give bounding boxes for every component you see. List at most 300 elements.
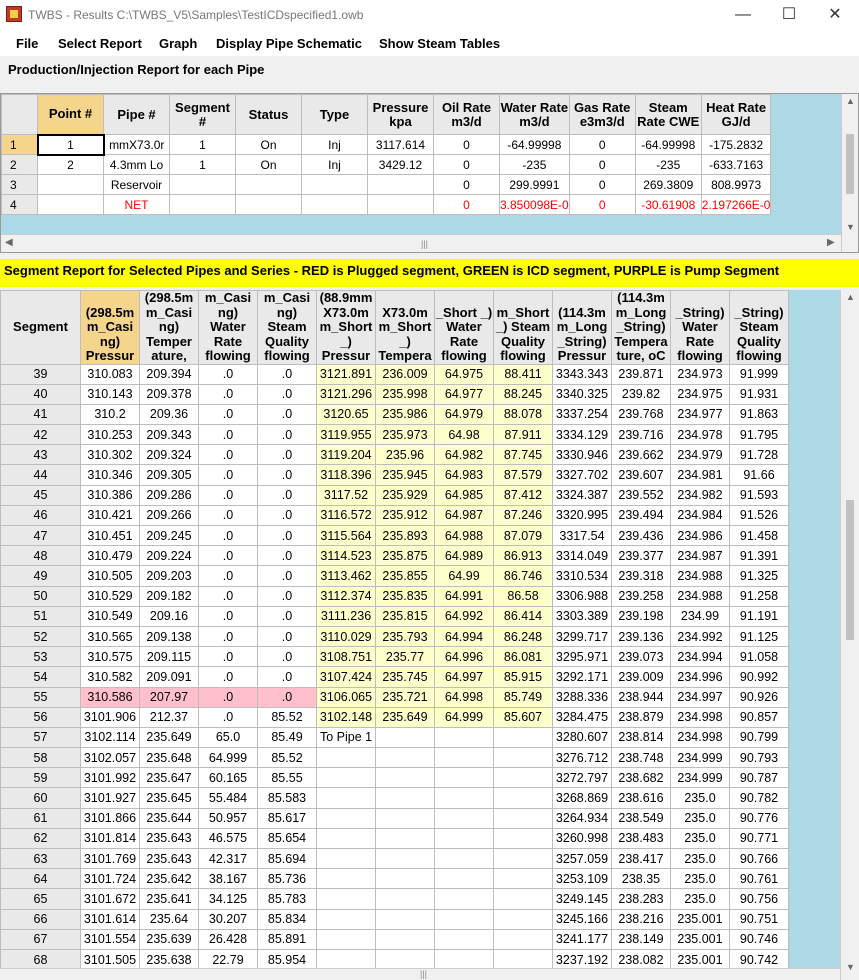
segment-table-cell[interactable]: 238.417	[612, 849, 671, 869]
segment-row-header[interactable]: 41	[1, 404, 81, 424]
segment-table-cell[interactable]: 91.125	[730, 626, 789, 646]
segment-table-cell[interactable]: 90.761	[730, 869, 789, 889]
segment-row-header[interactable]: 62	[1, 828, 81, 848]
segment-table-cell[interactable]: 91.058	[730, 647, 789, 667]
pipe-table-cell[interactable]: -633.7163	[701, 155, 771, 175]
segment-table-cell[interactable]: 234.975	[671, 384, 730, 404]
pipe-table-row[interactable]	[2, 155, 771, 175]
segment-table-cell[interactable]	[435, 727, 494, 747]
segment-table-cell[interactable]: 235.998	[376, 384, 435, 404]
pipe-table-cell[interactable]: -30.61908	[635, 195, 701, 215]
segment-table-cell[interactable]: 234.979	[671, 445, 730, 465]
segment-table-cell[interactable]: 235.945	[376, 465, 435, 485]
segment-table-cell[interactable]: 90.857	[730, 707, 789, 727]
segment-table-cell[interactable]: 3101.505	[81, 949, 140, 969]
segment-table-cell[interactable]: 88.245	[494, 384, 553, 404]
pipe-table-cell[interactable]: 0	[434, 195, 500, 215]
segment-table-cell[interactable]: 310.083	[81, 364, 140, 384]
segment-table-cell[interactable]: 38.167	[199, 869, 258, 889]
segment-table-cell[interactable]: 234.997	[671, 687, 730, 707]
segment-table-row[interactable]	[1, 465, 789, 485]
segment-table-cell[interactable]: 310.2	[81, 404, 140, 424]
segment-table-cell[interactable]: 88.078	[494, 404, 553, 424]
segment-table-cell[interactable]: 3306.988	[553, 586, 612, 606]
pipe-table-cell[interactable]	[170, 175, 236, 195]
pipe-table-row[interactable]	[2, 135, 771, 155]
segment-row-header[interactable]: 50	[1, 586, 81, 606]
menu-select-report[interactable]: Select Report	[58, 36, 142, 51]
pipe-col-header[interactable]: Water Rate m3/d	[500, 95, 570, 135]
pipe-table-cell[interactable]	[236, 175, 302, 195]
pipe-table-cell[interactable]: 0	[569, 155, 635, 175]
segment-table-row[interactable]	[1, 384, 789, 404]
segment-table-cell[interactable]: 234.988	[671, 566, 730, 586]
segment-table-cell[interactable]: 86.081	[494, 647, 553, 667]
segment-table-cell[interactable]: 3121.296	[317, 384, 376, 404]
segment-table-cell[interactable]: To Pipe 1	[317, 727, 376, 747]
segment-table-cell[interactable]: 239.436	[612, 526, 671, 546]
segment-col-header[interactable]: (298.5m m_Casi ng) Pressur	[81, 291, 140, 365]
segment-table-cell[interactable]: 3303.389	[553, 606, 612, 626]
segment-table-cell[interactable]: .0	[258, 667, 317, 687]
segment-table-cell[interactable]: 3249.145	[553, 889, 612, 909]
segment-table-cell[interactable]: 236.009	[376, 364, 435, 384]
segment-table-cell[interactable]: 234.999	[671, 748, 730, 768]
segment-table-cell[interactable]	[376, 869, 435, 889]
segment-table-cell[interactable]: 64.985	[435, 485, 494, 505]
segment-table-cell[interactable]: 234.977	[671, 404, 730, 424]
segment-row-header[interactable]: 47	[1, 526, 81, 546]
segment-table-cell[interactable]: 64.99	[435, 566, 494, 586]
segment-table-cell[interactable]: 3120.65	[317, 404, 376, 424]
segment-table-cell[interactable]: 64.996	[435, 647, 494, 667]
segment-table-row[interactable]	[1, 586, 789, 606]
pipe-col-header[interactable]: Point #	[38, 95, 104, 135]
segment-table-cell[interactable]: 209.266	[140, 505, 199, 525]
segment-col-header[interactable]: _String) Steam Quality flowing	[730, 291, 789, 365]
segment-table-cell[interactable]: 55.484	[199, 788, 258, 808]
segment-table-cell[interactable]	[376, 909, 435, 929]
segment-table-row[interactable]	[1, 546, 789, 566]
segment-table-row[interactable]	[1, 647, 789, 667]
segment-table-cell[interactable]: 64.98	[435, 425, 494, 445]
segment-table-cell[interactable]: 235.912	[376, 505, 435, 525]
segment-table-cell[interactable]: 239.871	[612, 364, 671, 384]
segment-table-row[interactable]	[1, 606, 789, 626]
pipe-table-row[interactable]	[2, 175, 771, 195]
segment-table-cell[interactable]: 239.136	[612, 626, 671, 646]
segment-table-cell[interactable]: 209.182	[140, 586, 199, 606]
segment-table-cell[interactable]	[376, 727, 435, 747]
segment-table-cell[interactable]: 3324.387	[553, 485, 612, 505]
pipe-table-cell[interactable]	[170, 195, 236, 215]
segment-table-cell[interactable]: 239.552	[612, 485, 671, 505]
segment-table-cell[interactable]	[376, 768, 435, 788]
pipe-table-cell[interactable]	[38, 175, 104, 195]
segment-table-cell[interactable]: 238.082	[612, 949, 671, 969]
segment-table-cell[interactable]: .0	[199, 505, 258, 525]
pipe-table-cell[interactable]: 3117.614	[368, 135, 434, 155]
segment-table-cell[interactable]: 209.245	[140, 526, 199, 546]
segment-table-cell[interactable]: 235.0	[671, 849, 730, 869]
segment-table-cell[interactable]: 207.97	[140, 687, 199, 707]
segment-table-cell[interactable]: 91.391	[730, 546, 789, 566]
segment-row-header[interactable]: 45	[1, 485, 81, 505]
pipe-grid-hscrollbar[interactable]: ◀ ▶ |||	[1, 234, 841, 252]
segment-table-cell[interactable]	[376, 949, 435, 969]
segment-table-cell[interactable]: .0	[258, 546, 317, 566]
segment-table-cell[interactable]: 235.815	[376, 606, 435, 626]
segment-table-cell[interactable]: 91.66	[730, 465, 789, 485]
segment-table-cell[interactable]	[494, 889, 553, 909]
segment-table-cell[interactable]: 235.643	[140, 828, 199, 848]
segment-row-header[interactable]: 60	[1, 788, 81, 808]
segment-table-cell[interactable]: 22.79	[199, 949, 258, 969]
segment-col-header[interactable]: (88.9mm X73.0m m_Short _) Pressur	[317, 291, 376, 365]
pipe-col-header[interactable]: Pressure kpa	[368, 95, 434, 135]
segment-table-cell[interactable]: .0	[258, 626, 317, 646]
segment-col-header[interactable]: _Short _) Water Rate flowing	[435, 291, 494, 365]
segment-row-header[interactable]: 63	[1, 849, 81, 869]
segment-table-cell[interactable]: 235.986	[376, 404, 435, 424]
pipe-table-row[interactable]	[2, 195, 771, 215]
segment-table-cell[interactable]: 85.607	[494, 707, 553, 727]
segment-table-row[interactable]	[1, 929, 789, 949]
pipe-table-cell[interactable]: 4.3mm Lo	[104, 155, 170, 175]
segment-row-header[interactable]: 49	[1, 566, 81, 586]
segment-col-header[interactable]: m_Short _) Steam Quality flowing	[494, 291, 553, 365]
segment-row-header[interactable]: 61	[1, 808, 81, 828]
close-button[interactable]: ✕	[828, 6, 842, 23]
pipe-table-cell[interactable]	[368, 195, 434, 215]
segment-table-cell[interactable]: 64.988	[435, 526, 494, 546]
pipe-table-cell[interactable]: -64.99998	[500, 135, 570, 155]
segment-table-cell[interactable]: 235.639	[140, 929, 199, 949]
segment-table-cell[interactable]: 209.091	[140, 667, 199, 687]
segment-col-header[interactable]: (298.5m m_Casi ng) Temper ature,	[140, 291, 199, 365]
segment-table-cell[interactable]: 239.198	[612, 606, 671, 626]
segment-table-cell[interactable]: 235.745	[376, 667, 435, 687]
segment-table-cell[interactable]: 235.645	[140, 788, 199, 808]
segment-table-cell[interactable]: .0	[258, 606, 317, 626]
segment-table-cell[interactable]	[494, 828, 553, 848]
segment-table-cell[interactable]: 85.694	[258, 849, 317, 869]
segment-table-cell[interactable]: 90.746	[730, 929, 789, 949]
segment-table-cell[interactable]: 3320.995	[553, 505, 612, 525]
segment-table-cell[interactable]: 3101.614	[81, 909, 140, 929]
segment-table-cell[interactable]: 85.654	[258, 828, 317, 848]
segment-table-cell[interactable]: 85.49	[258, 727, 317, 747]
minimize-button[interactable]: —	[735, 6, 751, 23]
segment-row-header[interactable]: 57	[1, 727, 81, 747]
segment-table-cell[interactable]	[494, 748, 553, 768]
segment-table-cell[interactable]: 91.795	[730, 425, 789, 445]
segment-table-cell[interactable]: .0	[258, 687, 317, 707]
segment-table-cell[interactable]: 3343.343	[553, 364, 612, 384]
pipe-grid-vscrollbar[interactable]: ▲ ▼	[841, 94, 858, 252]
segment-table-cell[interactable]: 209.115	[140, 647, 199, 667]
segment-table-cell[interactable]: 235.893	[376, 526, 435, 546]
segment-table-cell[interactable]	[376, 788, 435, 808]
segment-table-cell[interactable]: 86.746	[494, 566, 553, 586]
segment-table-cell[interactable]: 91.593	[730, 485, 789, 505]
segment-table-cell[interactable]: .0	[258, 647, 317, 667]
segment-row-header[interactable]: 48	[1, 546, 81, 566]
segment-table-cell[interactable]: 3245.166	[553, 909, 612, 929]
segment-table-cell[interactable]: 3288.336	[553, 687, 612, 707]
segment-table-cell[interactable]: 3101.554	[81, 929, 140, 949]
pipe-col-header[interactable]: Type	[302, 95, 368, 135]
segment-table-cell[interactable]: 3340.325	[553, 384, 612, 404]
segment-table-cell[interactable]: .0	[258, 445, 317, 465]
segment-row-header[interactable]: 42	[1, 425, 81, 445]
segment-table-cell[interactable]: 235.835	[376, 586, 435, 606]
segment-table-cell[interactable]: 235.638	[140, 949, 199, 969]
pipe-col-header[interactable]: Segment #	[170, 95, 236, 135]
segment-table-cell[interactable]: 64.999	[199, 748, 258, 768]
segment-table-cell[interactable]: 234.981	[671, 465, 730, 485]
segment-table-cell[interactable]: 85.891	[258, 929, 317, 949]
segment-col-header[interactable]: (114.3m m_Long _String) Tempera ture, oC	[612, 291, 671, 365]
segment-table-cell[interactable]	[317, 909, 376, 929]
segment-row-header[interactable]: 59	[1, 768, 81, 788]
segment-table-row[interactable]	[1, 909, 789, 929]
pipe-table-cell[interactable]: 1	[170, 135, 236, 155]
menu-show-steam-tables[interactable]: Show Steam Tables	[379, 36, 501, 51]
segment-table-cell[interactable]	[435, 849, 494, 869]
segment-table-cell[interactable]: 239.494	[612, 505, 671, 525]
segment-table-cell[interactable]: 235.648	[140, 748, 199, 768]
segment-table-cell[interactable]: 64.983	[435, 465, 494, 485]
row-header[interactable]: 1	[2, 135, 38, 155]
segment-table-cell[interactable]	[317, 929, 376, 949]
segment-table-cell[interactable]: 235.649	[376, 707, 435, 727]
segment-table-cell[interactable]: 3327.702	[553, 465, 612, 485]
segment-table-cell[interactable]: 209.138	[140, 626, 199, 646]
segment-table-cell[interactable]: 234.973	[671, 364, 730, 384]
segment-table-cell[interactable]: .0	[199, 647, 258, 667]
pipe-table-cell[interactable]: 3429.12	[368, 155, 434, 175]
pipe-table-cell[interactable]: 2.197266E-0	[701, 195, 771, 215]
segment-table-cell[interactable]	[376, 889, 435, 909]
segment-table-cell[interactable]: 235.644	[140, 808, 199, 828]
segment-table-cell[interactable]: 64.997	[435, 667, 494, 687]
segment-table-cell[interactable]: 209.16	[140, 606, 199, 626]
segment-table-cell[interactable]: 3253.109	[553, 869, 612, 889]
segment-table-cell[interactable]: 310.565	[81, 626, 140, 646]
segment-table-row[interactable]	[1, 445, 789, 465]
segment-table-cell[interactable]: 3284.475	[553, 707, 612, 727]
segment-table-cell[interactable]: 46.575	[199, 828, 258, 848]
segment-table-cell[interactable]: 3114.523	[317, 546, 376, 566]
segment-table-cell[interactable]	[435, 768, 494, 788]
segment-table-cell[interactable]	[435, 889, 494, 909]
segment-table-cell[interactable]: 26.428	[199, 929, 258, 949]
pipe-table-cell[interactable]: -175.2832	[701, 135, 771, 155]
segment-table-cell[interactable]: 64.994	[435, 626, 494, 646]
segment-table-cell[interactable]: 239.716	[612, 425, 671, 445]
segment-table-cell[interactable]	[376, 828, 435, 848]
segment-table-cell[interactable]	[435, 929, 494, 949]
segment-table-cell[interactable]: 235.721	[376, 687, 435, 707]
pipe-table-cell[interactable]: -64.99998	[635, 135, 701, 155]
segment-row-header[interactable]: 44	[1, 465, 81, 485]
segment-table-cell[interactable]	[376, 849, 435, 869]
segment-table-cell[interactable]	[494, 949, 553, 969]
segment-table-cell[interactable]: 3295.971	[553, 647, 612, 667]
pipe-table-cell[interactable]: 0	[434, 155, 500, 175]
segment-table-row[interactable]	[1, 889, 789, 909]
segment-row-header[interactable]: 54	[1, 667, 81, 687]
segment-table-cell[interactable]: 3113.462	[317, 566, 376, 586]
segment-table-cell[interactable]: 64.999	[435, 707, 494, 727]
segment-row-header[interactable]: 51	[1, 606, 81, 626]
segment-table-cell[interactable]: 209.203	[140, 566, 199, 586]
segment-table-cell[interactable]: 235.001	[671, 949, 730, 969]
segment-table-cell[interactable]: 3260.998	[553, 828, 612, 848]
segment-table-row[interactable]	[1, 788, 789, 808]
pipe-table-cell[interactable]: 1	[38, 135, 104, 155]
segment-table-cell[interactable]: 42.317	[199, 849, 258, 869]
segment-table-row[interactable]	[1, 748, 789, 768]
segment-table-row[interactable]	[1, 808, 789, 828]
segment-table-cell[interactable]: 91.258	[730, 586, 789, 606]
segment-col-header[interactable]: Segment	[1, 291, 81, 365]
segment-table-cell[interactable]: 235.64	[140, 909, 199, 929]
segment-table-cell[interactable]: 239.073	[612, 647, 671, 667]
segment-table-cell[interactable]: 310.582	[81, 667, 140, 687]
segment-table-cell[interactable]: 3102.057	[81, 748, 140, 768]
segment-table-row[interactable]	[1, 849, 789, 869]
segment-table-cell[interactable]: .0	[199, 566, 258, 586]
segment-row-header[interactable]: 52	[1, 626, 81, 646]
segment-table-cell[interactable]: 3337.254	[553, 404, 612, 424]
segment-table-cell[interactable]: 235.647	[140, 768, 199, 788]
segment-row-header[interactable]: 65	[1, 889, 81, 909]
pipe-col-header[interactable]: Steam Rate CWE	[635, 95, 701, 135]
segment-table-cell[interactable]: 87.911	[494, 425, 553, 445]
segment-table-row[interactable]	[1, 404, 789, 424]
segment-table-row[interactable]	[1, 566, 789, 586]
segment-row-header[interactable]: 43	[1, 445, 81, 465]
segment-row-header[interactable]: 39	[1, 364, 81, 384]
segment-table-cell[interactable]: 3101.866	[81, 808, 140, 828]
segment-table-cell[interactable]: 90.751	[730, 909, 789, 929]
segment-table-cell[interactable]: 90.782	[730, 788, 789, 808]
segment-row-header[interactable]: 53	[1, 647, 81, 667]
segment-table-cell[interactable]: 239.768	[612, 404, 671, 424]
segment-table-cell[interactable]: 3299.717	[553, 626, 612, 646]
segment-row-header[interactable]: 40	[1, 384, 81, 404]
segment-row-header[interactable]: 55	[1, 687, 81, 707]
segment-table-cell[interactable]: 238.879	[612, 707, 671, 727]
segment-table-cell[interactable]: 235.641	[140, 889, 199, 909]
segment-table-cell[interactable]: .0	[258, 505, 317, 525]
segment-table-cell[interactable]: .0	[199, 667, 258, 687]
segment-table-cell[interactable]: 85.954	[258, 949, 317, 969]
segment-table-cell[interactable]	[376, 929, 435, 949]
segment-table-cell[interactable]: 86.58	[494, 586, 553, 606]
segment-table-row[interactable]	[1, 869, 789, 889]
segment-table-cell[interactable]: 3101.992	[81, 768, 140, 788]
pipe-table-cell[interactable]: mmX73.0r	[104, 135, 170, 155]
segment-table-cell[interactable]	[317, 828, 376, 848]
pipe-col-header[interactable]: Heat Rate GJ/d	[701, 95, 771, 135]
segment-table-cell[interactable]: 64.989	[435, 546, 494, 566]
segment-table-cell[interactable]: 234.999	[671, 768, 730, 788]
segment-table-cell[interactable]: 86.913	[494, 546, 553, 566]
segment-table-cell[interactable]	[435, 949, 494, 969]
segment-col-header[interactable]: _String) Water Rate flowing	[671, 291, 730, 365]
segment-table-cell[interactable]: 90.776	[730, 808, 789, 828]
segment-table-cell[interactable]: 234.982	[671, 485, 730, 505]
segment-table-cell[interactable]: 209.343	[140, 425, 199, 445]
segment-table-cell[interactable]: 3264.934	[553, 808, 612, 828]
segment-table-cell[interactable]: 85.617	[258, 808, 317, 828]
segment-table-cell[interactable]: 3272.797	[553, 768, 612, 788]
segment-table-cell[interactable]: .0	[258, 465, 317, 485]
segment-table-cell[interactable]: 85.749	[494, 687, 553, 707]
segment-table-cell[interactable]: 238.216	[612, 909, 671, 929]
pipe-table-cell[interactable]	[302, 195, 368, 215]
segment-table-cell[interactable]: 85.583	[258, 788, 317, 808]
pipe-col-header[interactable]: Gas Rate e3m3/d	[569, 95, 635, 135]
segment-table-cell[interactable]: 239.662	[612, 445, 671, 465]
segment-row-header[interactable]: 66	[1, 909, 81, 929]
segment-table-cell[interactable]: 3101.906	[81, 707, 140, 727]
segment-table-cell[interactable]: 91.325	[730, 566, 789, 586]
segment-table-row[interactable]	[1, 364, 789, 384]
segment-table-row[interactable]	[1, 828, 789, 848]
segment-table-cell[interactable]: 90.766	[730, 849, 789, 869]
pipe-table-cell[interactable]: Inj	[302, 155, 368, 175]
segment-table-cell[interactable]: .0	[199, 364, 258, 384]
segment-table-cell[interactable]: 235.0	[671, 889, 730, 909]
segment-table-cell[interactable]: 310.302	[81, 445, 140, 465]
segment-table-cell[interactable]: .0	[199, 465, 258, 485]
segment-table-row[interactable]	[1, 707, 789, 727]
segment-table-cell[interactable]: 238.35	[612, 869, 671, 889]
segment-table-row[interactable]	[1, 505, 789, 525]
segment-table-cell[interactable]: 65.0	[199, 727, 258, 747]
pipe-table-cell[interactable]: 3.850098E-0	[500, 195, 570, 215]
segment-table-cell[interactable]: 90.793	[730, 748, 789, 768]
segment-table-cell[interactable]: 310.386	[81, 485, 140, 505]
segment-table-cell[interactable]: 238.283	[612, 889, 671, 909]
segment-table-cell[interactable]: 85.915	[494, 667, 553, 687]
pipe-table-cell[interactable]	[302, 175, 368, 195]
corner-cell[interactable]	[2, 95, 38, 135]
menu-graph[interactable]: Graph	[159, 36, 198, 51]
segment-table-cell[interactable]: 238.682	[612, 768, 671, 788]
segment-table-cell[interactable]: .0	[199, 404, 258, 424]
pipe-table-cell[interactable]: 1	[170, 155, 236, 175]
pipe-table-cell[interactable]: Reservoir	[104, 175, 170, 195]
segment-table-cell[interactable]: 3118.396	[317, 465, 376, 485]
segment-table-cell[interactable]: 3101.724	[81, 869, 140, 889]
row-header[interactable]: 2	[2, 155, 38, 175]
segment-table-cell[interactable]: 3317.54	[553, 526, 612, 546]
segment-table-cell[interactable]: 238.748	[612, 748, 671, 768]
segment-table-cell[interactable]: 85.736	[258, 869, 317, 889]
segment-col-header[interactable]: X73.0m m_Short _) Tempera	[376, 291, 435, 365]
segment-table-cell[interactable]: 85.52	[258, 748, 317, 768]
segment-table-cell[interactable]: 234.986	[671, 526, 730, 546]
segment-table-cell[interactable]: 238.549	[612, 808, 671, 828]
segment-table-cell[interactable]: 235.649	[140, 727, 199, 747]
segment-table-cell[interactable]: 87.579	[494, 465, 553, 485]
segment-table-cell[interactable]: 87.412	[494, 485, 553, 505]
